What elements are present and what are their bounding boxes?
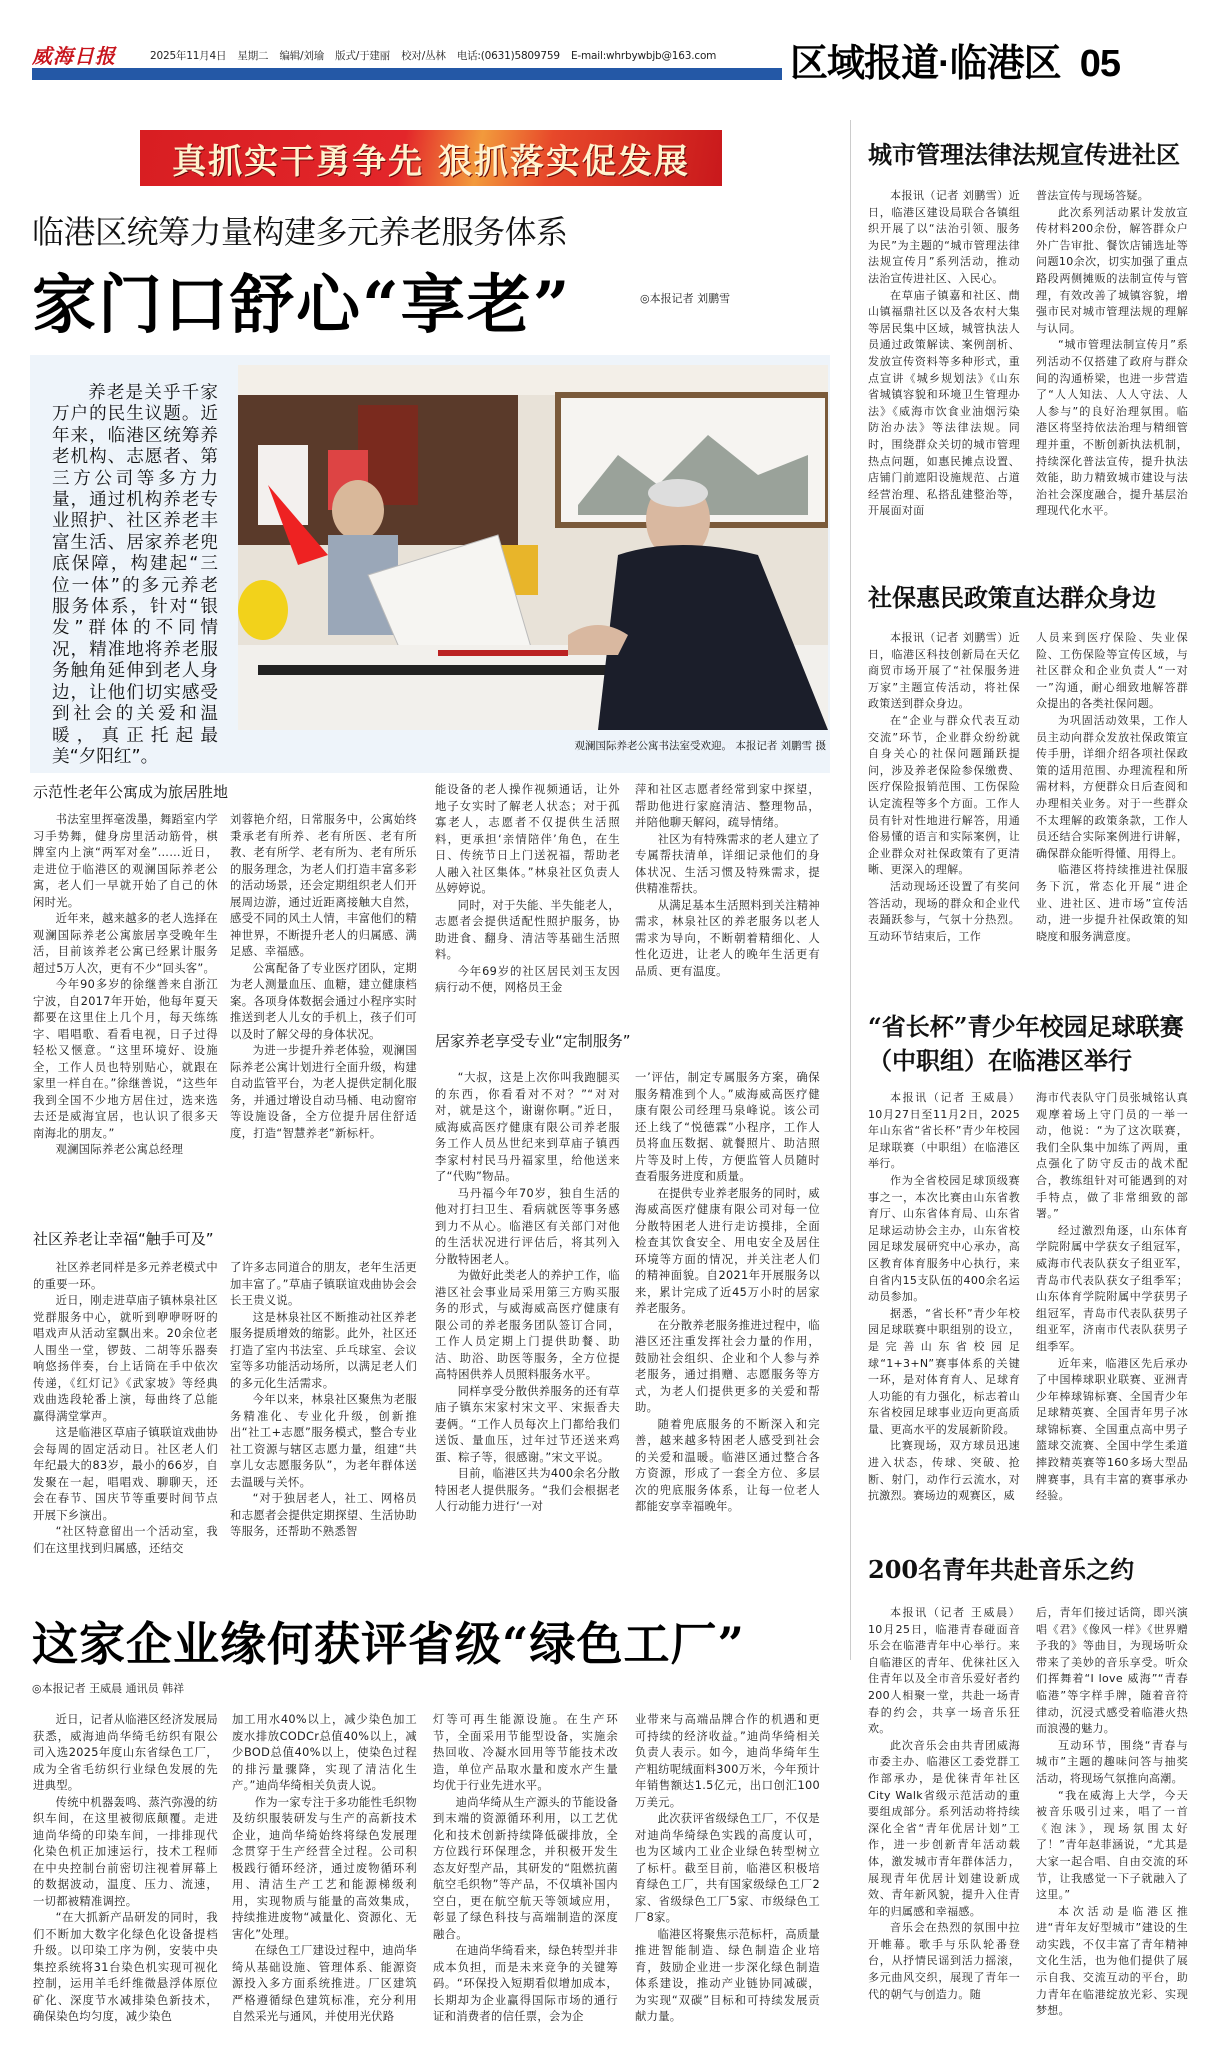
lead-intro bbox=[52, 383, 218, 768]
paragraph: 在“企业与群众代表互动交流”环节，企业群众纷纷就自身关心的社保问题踊跃提问，涉及养老保险参保缴费、医疗保险报销范围、工伤保险认定流程等多个方面。工作人员有针对性地进行解答，用通俗易懂的语言和实际案例，让企业群众对社保政策有了更清晰、更深入的理解。 bbox=[868, 713, 1020, 877]
paragraph: 社区养老同样是多元养老模式中的重要一环。 bbox=[33, 1261, 218, 1291]
football-title-line2: （中职组）在临港区举行 bbox=[868, 1046, 1132, 1075]
lead-subtitle: 临港区统筹力量构建多元养老服务体系 bbox=[32, 213, 568, 251]
paragraph: 萍和社区志愿者经常到家中探望，帮助他进行家庭清洁、整理物品，并陪他聊天解闷，疏导情绪。 bbox=[635, 783, 820, 829]
layout-credit: 版式/于建丽 bbox=[335, 50, 390, 62]
paragraph: 在迪尚华绮看来，绿色转型并非成本负担，而是未来竞争的关键筹码。“环保投入短期看似增加成本，长期却为企业赢得国际市场的通行证和消费者的信任票，会为企 bbox=[433, 1944, 618, 2023]
paragraph: 马丹福今年70岁，独自生活的他对打扫卫生、看病就医等事务感到力不从心。临港区有关部门对他的生活状况进行评估后，将其列入分散特困老人。 bbox=[435, 1186, 620, 1266]
paragraph: “对于独居老人，社工、网格员和志愿者会提供定期探望、生活协助等服务，还帮助不熟悉智 bbox=[230, 1492, 417, 1538]
paragraph: “大叔，这是上次你叫我跑腿买的东西，你看看对不对？”“对对对，就是这个，谢谢你啊。”近日，威海威高医疗健康有限公司养老服务工作人员丛世纪来到草庙子镇西李家村村民马丹福家里，给他送来了“代购”物品。 bbox=[435, 1071, 620, 1183]
apartment-col1 bbox=[33, 812, 218, 1159]
paragraph: 观澜国际养老公寓总经理 bbox=[55, 1143, 184, 1156]
slogan-banner bbox=[140, 130, 722, 186]
section-title bbox=[790, 32, 1120, 87]
slogan-text: 真抓实干勇争先 狠抓落实促发展 bbox=[172, 141, 690, 182]
paragraph: 为进一步提升养老体验，观澜国际养老公寓计划进行全面升级，构建自动监管平台，为老人提供定制化服务，并通过增设自动马桶、电动窗帘等设施设备，全方位提升居住舒适度，打造“智慧养老”新标杆。 bbox=[230, 1044, 417, 1140]
paragraph: 后，青年们接过话筒，即兴演唱《君》《像风一样》《世界赠予我的》等曲目，为现场听众带来了美妙的音乐享受。听众们挥舞着“I love 威海”“青春临港”等字样手牌，随着音符律动，沉浸式感受着临港火热而浪漫的魅力。 bbox=[1036, 1606, 1188, 1736]
paragraph: 公寓配备了专业医疗团队，定期为老人测量血压、血糖，建立健康档案。各项身体数据会通过小程序实时推送到老人儿女的手机上，孩子们可以及时了解父母的身体状况。 bbox=[230, 961, 417, 1041]
lead-photo bbox=[238, 365, 828, 730]
paragraph: 能设备的老人操作视频通话，让外地子女实时了解老人状态；对于孤寡老人，志愿者不仅提供生活照料，更承担‘亲情陪伴’角色，在生日、传统节日上门送祝福，帮助老人融入社区集体。”林泉社区负责人丛婷婷说。 bbox=[435, 783, 620, 895]
issue-date: 2025年11月4日 bbox=[150, 50, 227, 62]
paragraph: 本报讯（记者 刘鹏雪）近日，临港区建设局联合各镇组织开展了以“法治引领、服务为民”为主题的“城市管理法律法规宣传月”系列活动，推动法治宣传进社区、入民心。 bbox=[868, 189, 1020, 285]
paragraph: 社区为有特殊需求的老人建立了专属帮扶清单，详细记录他们的身体状况、生活习惯及特殊需求，提供精准帮扶。 bbox=[635, 832, 820, 895]
lead-byline: ◎本报记者 刘鹏雪 bbox=[640, 292, 731, 305]
page-number: 05 bbox=[1079, 43, 1121, 85]
paragraph: “城市管理法制宣传月”系列活动不仅搭建了政府与群众间的沟通桥梁，也进一步营造了“人人知法、人人守法、人人参与”的良好治理氛围。临港区将坚持依法治理与精细管理并重，不断创新执法机制，持续深化普法宣传，提升执法效能，助力精致城市建设与法治社会深度融合，提升基层治理现代化水平。 bbox=[1036, 338, 1188, 518]
home-care-col4 bbox=[635, 1070, 820, 1516]
paragraph: 人员来到医疗保险、失业保险、工伤保险等宣传区域，与社区群众和企业负责人“一对一”沟通，耐心细致地解答群众提出的各类社保问题。 bbox=[1036, 631, 1188, 711]
paragraph: 近年来，越来越多的老人选择在观澜国际养老公寓旅居享受晚年生活，目前该养老公寓已经累计服务超过5万人次，更有不少“回头客”。 bbox=[33, 912, 218, 975]
paragraph: 从满足基本生活照料到关注精神需求，林泉社区的养老服务以老人需求为导向，不断朝着精细化、人性化迈进，让老人的晚年生活更有品质、更有温度。 bbox=[635, 898, 820, 978]
email-address[interactable]: E-mail:whrbywbjb@163.com bbox=[570, 50, 717, 62]
paragraph: 加工用水40%以上，减少染色加工废水排放CODCr总值40%以上，减少BOD总值40%以上，使染色过程的排污量骤降，实现了清洁化生产。”迪尚华绮相关负责人说。 bbox=[232, 1713, 417, 1792]
lead-headline: 家门口舒心“享老” bbox=[32, 268, 572, 343]
section-heading-community: 社区养老让幸福“触手可及” bbox=[33, 1230, 214, 1248]
paragraph: 灯等可再生能源设施。在生产环节，全面采用节能型设备，实施余热回收、冷凝水回用等节能技术改造，单位产品取水量和废水产生量均优于行业先进水平。 bbox=[433, 1713, 618, 1792]
sidebar-title-urban-law: 城市管理法律法规宣传进社区 bbox=[868, 140, 1180, 169]
paragraph: 近年来，临港区先后承办了中国棒球职业联赛、亚洲青少年棒球锦标赛、全国青少年足球精英赛、全国青年男子冰球锦标赛、全国重点高中男子篮球交流赛、全国中学生柔道摔跤精英赛等160多场大型品牌赛事，具有丰富的赛事承办经验。 bbox=[1036, 1356, 1188, 1503]
paragraph: 了许多志同道合的朋友，老年生活更加丰富了。”草庙子镇联谊戏曲协会会长王贵义说。 bbox=[230, 1261, 417, 1307]
sidebar-title-music: 200名青年共赴音乐之约 bbox=[868, 1555, 1135, 1584]
paragraph: 一’评估，制定专属服务方案，确保服务精准到个人。”威海威高医疗健康有限公司经理马泉峰说。该公司还上线了“悦德霖”小程序，工作人员将血压数据、就餐照片、助洁照片等及时上传，方便监管人员随时查看服务进度和质量。 bbox=[635, 1071, 820, 1183]
football-cola bbox=[868, 1090, 1020, 1505]
paragraph: “在大抓新产品研发的同时，我们不断加大数字化绿色化设备提档升级。以印染工序为例，安装中央集控系统将31台染色机实现可视化控制，运用羊毛纤维微悬浮体原位矿化、深度节水减排染色新技术，确保染色均匀度，减少染色 bbox=[33, 1911, 218, 2023]
paragraph: 刘蓉艳介绍，日常服务中，公寓始终秉承老有所养、老有所医、老有所教、老有所学、老有所为、老有所乐的服务理念，为老人们打造丰富多彩的活动场景，还会定期组织老人们开展周边游，通过近距离接触大自然，感受不同的风土人情，丰富他们的精神世界，不断提升老人的归属感、满足感、幸福感。 bbox=[230, 813, 417, 958]
calligraphy-room-photo bbox=[238, 365, 828, 730]
paragraph: 普法宣传与现场答疑。 bbox=[1036, 189, 1149, 202]
green-factory-headline: 这家企业缘何获评省级“绿色工厂” bbox=[32, 1617, 745, 1671]
paragraph: 在绿色工厂建设过程中，迪尚华绮从基础设施、管理体系、能源资源投入多方面系统推进。厂区建筑严格遵循绿色建筑标准，充分利用自然采光与通风，并使用光伏路 bbox=[232, 1944, 417, 2023]
paragraph: 本次活动是临港区推进“青年友好型城市”建设的生动实践，不仅丰富了青年精神文化生活，也为他们提供了展示自我、交流互动的平台，助力青年在临港绽放光彩、实现梦想。 bbox=[1036, 1904, 1188, 2018]
community-col1 bbox=[33, 1260, 218, 1557]
paragraph: 比赛现场，双方球员迅速进入状态，传球、突破、抢断、射门，动作行云流水，对抗激烈。赛场边的观赛区，威 bbox=[868, 1439, 1020, 1503]
paragraph: 业带来与高端品牌合作的机遇和更可持续的经济收益。”迪尚华绮相关负责人表示。如今，迪尚华绮年生产粗纺呢绒面料300万米，今年预计年销售额达1.5亿元，出口创汇100万美元。 bbox=[635, 1713, 820, 1809]
proof-credit: 校对/丛林 bbox=[401, 50, 446, 62]
urban-law-colb bbox=[1036, 188, 1188, 520]
sidebar-title-football bbox=[868, 1010, 1184, 1078]
newspaper-logo: 威海日报 bbox=[32, 44, 116, 68]
paragraph: 在草庙子镇嘉和社区、蔄山镇福鼎社区以及各农村大集等居民集中区域，城管执法人员通过政策解读、案例剖析、发放宣传资料等多种形式，重点宣讲《城乡规划法》《山东省城镇容貌和环境卫生管理办法》《威海市饮食业油烟污染防治办法》等法律法规。同时，围绕群众关切的城市管理热点问题，如惠民摊点设置、店铺门前遮阳设施规范、占道经营治理、私搭乱建整治等，开展面对面 bbox=[868, 288, 1020, 518]
green-factory-col4 bbox=[635, 1712, 820, 2026]
issue-weekday: 星期二 bbox=[237, 50, 269, 62]
green-factory-byline: ◎本报记者 王威晨 通讯员 韩祥 bbox=[32, 1682, 185, 1695]
paragraph: 此次音乐会由共青团威海市委主办、临港区工委党群工作部承办，是优徕青年社区City Walk省级示范活动的重要组成部分。系列活动将持续深化全省“青年优居计划”工作，进一步创新青年活动载体，激发城市青年群体活力，展现青年优居计划建设新成效、青年新风貌，提升入住青年的归属感和幸福感。 bbox=[868, 1738, 1020, 1918]
paragraph: 迪尚华绮从生产源头的节能设备到末端的资源循环利用，以工艺优化和技术创新持续降低碳排放，全方位践行环保理念，并积极开发生态友好型产品，其研发的“阻燃抗菌航空毛织物”等产品，不仅填补国内空白，更在航空航天等领域应用，彰显了绿色科技与高端制造的深度融合。 bbox=[433, 1795, 618, 1941]
masthead-blue-bar bbox=[32, 68, 782, 80]
paragraph: 在分散养老服务推进过程中，临港区还注重发挥社会力量的作用，鼓励社会组织、企业和个人参与养老服务，通过捐赠、志愿服务等方式，为老人们提供更多的关爱和帮助。 bbox=[635, 1318, 820, 1414]
paragraph: 本报讯（记者 王威晨）10月27日至11月2日，2025年山东省“省长杯”青少年校园足球联赛（中职组）在临港区举行。 bbox=[868, 1091, 1020, 1171]
editor-credit: 编辑/刘瑜 bbox=[279, 50, 324, 62]
green-factory-col1 bbox=[33, 1712, 218, 2026]
paragraph: 活动现场还设置了有奖问答活动，现场的群众和企业代表踊跃参与，气氛十分热烈。互动环节结束后，工作 bbox=[868, 879, 1020, 943]
photo-caption: 观澜国际养老公寓书法室受欢迎。 本报记者 刘鹏雪 摄 bbox=[574, 740, 826, 752]
community-col3 bbox=[435, 782, 620, 997]
football-colb bbox=[1036, 1090, 1188, 1505]
sidebar-title-social-security: 社保惠民政策直达群众身边 bbox=[868, 583, 1156, 612]
paragraph: 这是林泉社区不断推动社区养老服务提质增效的缩影。此外，社区还打造了室内书法室、乒乓球室、会议室等多功能活动场所，以满足老人们的多元化生活需求。 bbox=[230, 1310, 417, 1390]
lead-intro-text: 养老是关乎千家万户的民生议题。近年来，临港区统筹养老机构、志愿者、第三方公司等多方力量，通过机构养老专业照护、社区养老丰富生活、居家养老兜底保障，构建起“三位一体”的多元养老服务体系，针对“银发”群体的不同情况，精准地将养老服务触角延伸到老人身边，让他们切实感受到社会的关爱和温暖，真正托起最美“夕阳红”。 bbox=[52, 383, 218, 767]
paragraph: 此次获评省级绿色工厂，不仅是对迪尚华绮绿色实践的高度认可，也为区域内工业企业绿色转型树立了标杆。截至目前，临港区积极培育绿色工厂，共有国家级绿色工厂2家、省级绿色工厂5家、市级绿色工厂8家。 bbox=[635, 1812, 820, 1924]
music-cola bbox=[868, 1605, 1020, 2003]
section-heading-home-care: 居家养老享受专业“定制服务” bbox=[435, 1032, 631, 1050]
section-name: 区域报道·临港区 bbox=[790, 43, 1061, 85]
paragraph: 这是临港区草庙子镇联谊戏曲协会每周的固定活动日。社区老人们年纪最大的83岁，最小的66岁，自发聚在一起，唱唱戏、聊聊天，还会在春节、国庆节等重要时间节点开展下乡演出。 bbox=[33, 1426, 218, 1522]
paragraph: 此次系列活动累计发放宣传材料200余份，解答群众户外广告审批、餐饮店铺选址等问题10余次，切实加强了重点路段两侧摊贩的法制宣传与管理，有效改善了城镇容貌，增强市民对城市管理法规的理解与认同。 bbox=[1036, 205, 1188, 335]
paragraph: 近日，记者从临港区经济发展局获悉，威海迪尚华绮毛纺织有限公司入选2025年度山东省绿色工厂，成为全省毛纺织行业绿色发展的先进典型。 bbox=[33, 1713, 218, 1792]
paragraph: “社区特意留出一个活动室，我们在这里找到归属感，还结交 bbox=[33, 1525, 218, 1555]
paragraph: 互动环节，围绕“青春与城市”主题的趣味问答与抽奖活动，将现场气氛推向高潮。 bbox=[1036, 1738, 1188, 1785]
urban-law-cola bbox=[868, 188, 1020, 520]
paragraph: 同时，对于失能、半失能老人，志愿者会提供适配性照护服务，协助进食、翻身、清洁等基础生活照料。 bbox=[435, 898, 620, 961]
green-factory-col2 bbox=[232, 1712, 417, 2026]
column-divider bbox=[850, 120, 851, 1660]
paragraph: 今年以来，林泉社区聚焦为老服务精准化、专业化升级，创新推出“社工+志愿”服务模式，整合专业社工资源与辖区志愿力量，组建“共享儿女志愿服务队”，为老年群体送去温暖与关怀。 bbox=[230, 1393, 417, 1489]
paragraph: 本报讯（记者 刘鹏雪）近日，临港区科技创新局在天亿商贸市场开展了“社保服务进万家”主题宣传活动，将社保政策送到群众身边。 bbox=[868, 631, 1020, 711]
social-security-colb bbox=[1036, 630, 1188, 945]
paragraph: 近日，刚走进草庙子镇林泉社区党群服务中心，就听到咿咿呀呀的唱戏声从活动室飘出来。20余位老人围坐一堂，锣鼓、二胡等乐器奏响悠扬伴奏，台上话筒在手中依次传递，《红灯记》《武家坡》等经典戏曲选段轮番上演，每曲终了总能赢得满堂掌声。 bbox=[33, 1294, 218, 1423]
home-care-col3 bbox=[435, 1070, 620, 1516]
paragraph: 音乐会在热烈的氛围中拉开帷幕。歌手与乐队轮番登台，从抒情民谣到活力摇滚，多元曲风交织，展现了青年一代的朝气与创造力。随 bbox=[868, 1921, 1020, 2001]
community-col4 bbox=[635, 782, 820, 980]
section-heading-apartment: 示范性老年公寓成为旅居胜地 bbox=[33, 783, 229, 801]
paragraph: 经过激烈角逐，山东体育学院附属中学获女子组冠军，威海市代表队获女子组亚军，青岛市代表队获女子组季军；山东体育学院附属中学获男子组冠军，青岛市代表队获男子组亚军，济南市代表队获男子组季军。 bbox=[1036, 1223, 1188, 1353]
football-title-line1: “省长杯”青少年校园足球联赛 bbox=[868, 1012, 1184, 1041]
apartment-col2 bbox=[230, 812, 417, 1142]
paragraph: 作为全省校园足球顶级赛事之一，本次比赛由山东省教育厅、山东省体育局、山东省足球运动协会主办，山东省校园足球发展研究中心承办，高区教育体育服务中心执行，来自省内15支队伍的400余名运动员参加。 bbox=[868, 1173, 1020, 1304]
paragraph: 临港区将聚焦示范标杆，高质量推进智能制造、绿色制造企业培育，鼓励企业进一步深化绿色制造体系建设，推动产业链协同减碳，为实现“双碳”目标和可持续发展贡献力量。 bbox=[635, 1927, 820, 2023]
paragraph: 为做好此类老人的养护工作，临港区社会事业局采用第三方购买服务的形式，与威海威高医疗健康有限公司的养老服务团队签订合同，工作人员定期上门提供助餐、助洁、助浴、助医等服务，全方位提高特困供养人员照料服务水平。 bbox=[435, 1269, 620, 1381]
paragraph: 据悉，“省长杯”青少年校园足球联赛中职组别的设立，是完善山东省校园足球“1+3+N”赛事体系的关键一环，是对体育育人、足球育人功能的有力强化，标志着山东省校园足球事业迈向更高质量、更高水平的发展新阶段。 bbox=[868, 1306, 1020, 1436]
paragraph: 为巩固活动效果，工作人员主动向群众发放社保政策宣传手册，详细介绍各项社保政策的适用范围、办理流程和所需材料，方便群众日后查阅和办理相关业务。对于一些群众不太理解的政策条款，工作人员还结合实际案例进行讲解，确保群众能听得懂、用得上。 bbox=[1036, 713, 1188, 860]
paragraph: 传统中机器轰鸣、蒸汽弥漫的纺织车间，在这里被彻底颠覆。走进迪尚华绮的印染车间，一排排现代化染色机正加速运行，技术工程师在中央控制台前密切注视着屏幕上的数据波动，温度、压力、流速，一切都被精准调控。 bbox=[33, 1795, 218, 1908]
community-col2 bbox=[230, 1260, 417, 1541]
paragraph: “我在威海上大学，今天被音乐吸引过来，唱了一首《泡沫》，现场氛围太好了！”青年赵菲涵说，“尤其是大家一起合唱、自由交流的环节，让我感觉一下子就融入了这里。” bbox=[1036, 1788, 1188, 1902]
paragraph: 今年69岁的社区居民刘玉友因病行动不便，网格员王金 bbox=[435, 964, 620, 994]
paragraph: 随着兜底服务的不断深入和完善，越来越多特困老人感受到社会的关爱和温暖。临港区通过整合各方资源，形成了一套全方位、多层次的兜底服务体系，让每一位老人都能安享幸福晚年。 bbox=[635, 1417, 820, 1513]
green-factory-col3 bbox=[433, 1712, 618, 2026]
masthead-meta bbox=[150, 48, 724, 63]
paragraph: 临港区将持续推进社保服务下沉，常态化开展“进企业、进社区、进市场”宣传活动，进一步提升社保政策的知晓度和服务满意度。 bbox=[1036, 863, 1188, 943]
paragraph: 作为一家专注于多功能性毛织物及纺织服装研发与生产的高新技术企业，迪尚华绮始终将绿色发展理念贯穿于生产经营全过程。公司积极践行循环经济，通过废物循环利用、清洁生产工艺和能源梯级利用，实现物质与能量的高效集成，持续推进废物“减量化、资源化、无害化”处理。 bbox=[232, 1795, 417, 1941]
paragraph: 目前，临港区共为400余名分散特困老人提供服务。“我们会根据老人行动能力进行‘一对 bbox=[435, 1467, 620, 1513]
paragraph: 在提供专业养老服务的同时，威海威高医疗健康有限公司对每一位分散特困老人进行走访摸排，全面检查其饮食安全、用电安全及居住环境等方面的情况，并关注老人们的精神面貌。自2021年开展服务以来，累计完成了近45万小时的居家养老服务。 bbox=[635, 1186, 820, 1315]
paragraph: 本报讯（记者 王威晨）10月25日，临港青春碰面音乐会在临港青年中心举行。来自临港区的青年、优徕社区入住青年以及全市音乐爱好者约200人相聚一堂，共赴一场青春的约会，共享一场音乐狂欢。 bbox=[868, 1606, 1020, 1736]
phone-number: 电话:(0631)5809759 bbox=[456, 50, 560, 62]
social-security-cola bbox=[868, 630, 1020, 945]
paragraph: 海市代表队守门员张城铭认真观摩着场上守门员的一举一动，他说：“为了这次联赛，我们全队集中加练了两周，重点强化了防守反击的战术配合，教练组针对可能遇到的对手特点，做了非常细致的部署。” bbox=[1036, 1091, 1188, 1221]
music-colb bbox=[1036, 1605, 1188, 2020]
paragraph: 同样享受分散供养服务的还有草庙子镇东宋家村宋文平、宋振香夫妻俩。“工作人员每次上门都给我们送饭、量血压，过年过节还送来鸡蛋、粽子等，很感谢。”宋文平说。 bbox=[435, 1384, 620, 1464]
paragraph: 今年90多岁的徐继善来自浙江宁波，自2017年开始，他每年夏天都要在这里住上几个月，每天练练字、唱唱歌、看看电视，日子过得轻松又惬意。“这里环境好、设施全，工作人员也特别贴心，就跟在家里一样自在。”徐继善说，“这些年我到全国不少地方居住过，选来选去还是威海宜居，也认识了很多天南海北的朋友。” bbox=[33, 978, 218, 1140]
paragraph: 书法室里挥毫泼墨，舞蹈室内学习手势舞，健身房里活动筋骨，棋牌室内上演“两军对垒”……近日，走进位于临港区的观澜国际养老公寓，老人们一早就开始了自己的休闲时光。 bbox=[33, 813, 218, 909]
